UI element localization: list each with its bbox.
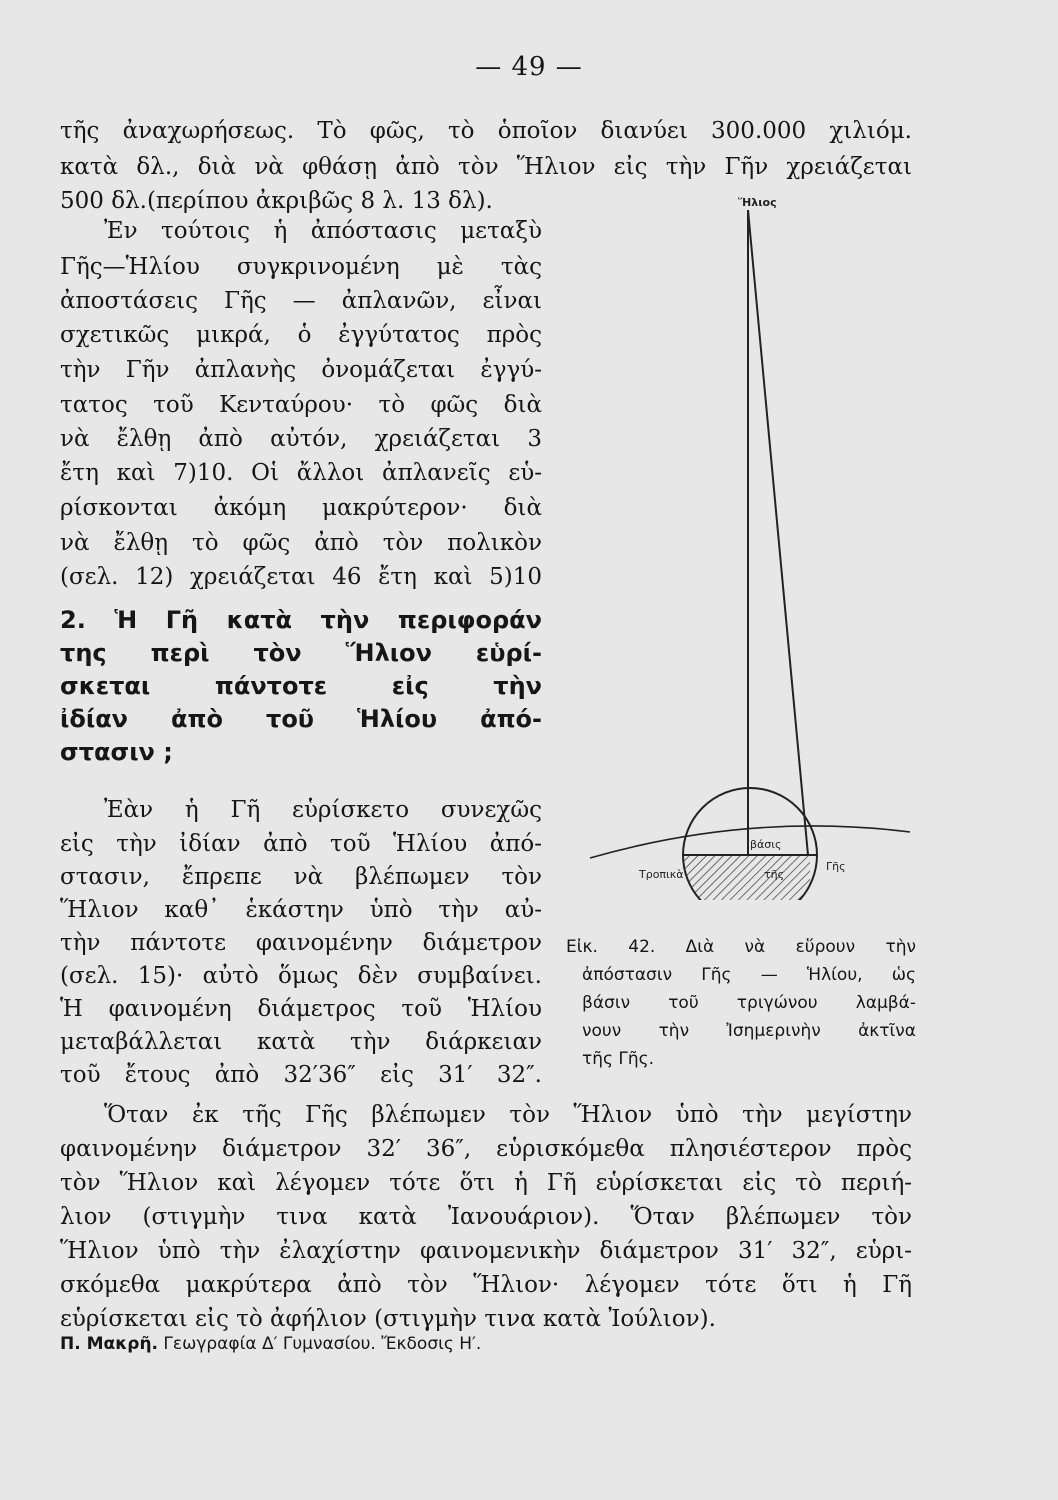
text-line: (σελ. 12) χρειάζεται 46 ἔτη καὶ 5)10 <box>60 564 542 590</box>
sun-label: Ἥλιος <box>738 196 777 209</box>
footer-book-info: Γεωγραφία Δ′ Γυμνασίου. Ἔκδοσις Η′. <box>163 1334 482 1354</box>
text-line: σκόμεθα μακρύτερα ἀπὸ τὸν Ἥλιον· λέγομεν τότε ὅτι ἡ Γῆ <box>60 1272 912 1298</box>
text-line: (σελ. 15)· αὐτὸ ὅμως δὲν συμβαίνει. <box>60 963 542 989</box>
text-line: Ἐν τούτοις ἡ ἀπόστασις μεταξὺ <box>104 218 542 244</box>
figure-caption-line: βάσιν τοῦ τριγώνου λαμβά- <box>582 993 916 1013</box>
text-line: Ἡ φαινομένη διάμετρος τοῦ Ἡλίου <box>60 996 542 1022</box>
text-line: μεταβάλλεται κατὰ τὴν διάρκειαν <box>60 1029 542 1055</box>
text-line: νὰ ἔλθῃ ἀπὸ αὐτόν, χρειάζεται 3 <box>60 426 542 452</box>
text-line: φαινομένην διάμετρον 32′ 36″, εὑρισκόμεθα πλησιέστερον πρὸς <box>60 1136 912 1162</box>
text-line: τοῦ ἔτους ἀπὸ 32′36″ εἰς 31′ 32″. <box>60 1062 542 1088</box>
text-line: τὸν Ἥλιον καὶ λέγομεν τότε ὅτι ἡ Γῆ εὑρίσκεται εἰς τὸ περιή- <box>60 1170 912 1196</box>
text-line: τὴν Γῆν ἀπλανὴς ὀνομάζεται ἐγγύ- <box>60 357 542 383</box>
earth-label: Γῆς <box>826 860 846 873</box>
sun-earth-triangle-figure <box>550 180 950 900</box>
triangle-slanted-side <box>748 210 808 855</box>
text-line: τῆς ἀναχωρήσεως. Τὸ φῶς, τὸ ὁποῖον διανύει 300.000 χιλιόμ. <box>60 118 912 144</box>
base-label: βάσις <box>750 838 782 851</box>
figure-caption-line: νουν τὴν Ἰσημερινὴν ἀκτῖνα <box>582 1021 916 1041</box>
text-line: εὑρίσκεται εἰς τὸ ἀφήλιον (στιγμὴν τινα κατὰ Ἰούλιον). <box>60 1306 716 1332</box>
text-line: Ἐὰν ἡ Γῆ εὑρίσκετο συνεχῶς <box>104 797 542 823</box>
text-line: λιον (στιγμὴν τινα κατὰ Ἰανουάριον). Ὅταν βλέπωμεν τὸν <box>60 1204 912 1230</box>
footer-author: Π. Μακρῆ. <box>60 1334 159 1354</box>
figure-caption-line: τῆς Γῆς. <box>582 1049 655 1069</box>
text-line: Ἥλιον καθ᾿ ἑκάστην ὑπὸ τὴν αὐ- <box>60 897 542 923</box>
text-line: εἰς τὴν ἰδίαν ἀπὸ τοῦ Ἡλίου ἀπό- <box>60 831 542 857</box>
text-line: τατος τοῦ Κενταύρου· τὸ φῶς διὰ <box>60 392 542 418</box>
text-line: ρίσκονται ἀκόμη μακρύτερον· διὰ <box>60 495 542 521</box>
text-line: Ἥλιον ὑπὸ τὴν ἐλαχίστην φαινομενικὴν διάμετρον 31′ 32″, εὑρι- <box>60 1238 912 1264</box>
section-heading-line: σκεται πάντοτε εἰς τὴν <box>60 672 542 700</box>
text-line: κατὰ δλ., διὰ νὰ φθάσῃ ἀπὸ τὸν Ἥλιον εἰς τὴν Γῆν χρειάζεται <box>60 154 912 180</box>
text-line: τὴν πάντοτε φαινομένην διάμετρον <box>60 930 542 956</box>
text-line: ἀποστάσεις Γῆς — ἀπλανῶν, εἶναι <box>60 288 542 314</box>
text-line: νὰ ἔλθῃ τὸ φῶς ἀπὸ τὸν πολικὸν <box>60 530 542 556</box>
figure-caption-line: Εἰκ. 42. Διὰ νὰ εὕρουν τὴν <box>566 937 916 957</box>
text-line: Ὅταν ἐκ τῆς Γῆς βλέπωμεν τὸν Ἥλιον ὑπὸ τὴν μεγίστην <box>104 1102 912 1128</box>
section-heading-line: στασιν ; <box>60 738 173 766</box>
text-line: σχετικῶς μικρά, ὁ ἐγγύτατος πρὸς <box>60 322 542 348</box>
text-line: 500 δλ.(περίπου ἀκριβῶς 8 λ. 13 δλ). <box>60 188 493 214</box>
tropic-label-left: Τροπικὰ <box>639 868 684 881</box>
page-footer <box>60 1334 481 1354</box>
figure-caption-line: ἀπόστασιν Γῆς — Ἡλίου, ὡς <box>582 965 916 985</box>
text-line: στασιν, ἔπρεπε νὰ βλέπωμεν τὸν <box>60 864 542 890</box>
text-line: ἔτη καὶ 7)10. Οἱ ἄλλοι ἀπλανεῖς εὑ- <box>60 460 542 486</box>
page-number: — 49 — <box>475 52 583 82</box>
text-line: Γῆς—Ἡλίου συγκρινομένη μὲ τὰς <box>60 254 542 280</box>
section-heading-line: της περὶ τὸν Ἥλιον εὑρί- <box>60 639 542 667</box>
tropic-label-right: τῆς <box>764 868 785 881</box>
section-heading-line: ἰδίαν ἀπὸ τοῦ Ἡλίου ἀπό- <box>60 705 542 733</box>
section-heading-line: 2. Ἡ Γῆ κατὰ τὴν περιφοράν <box>60 606 542 634</box>
